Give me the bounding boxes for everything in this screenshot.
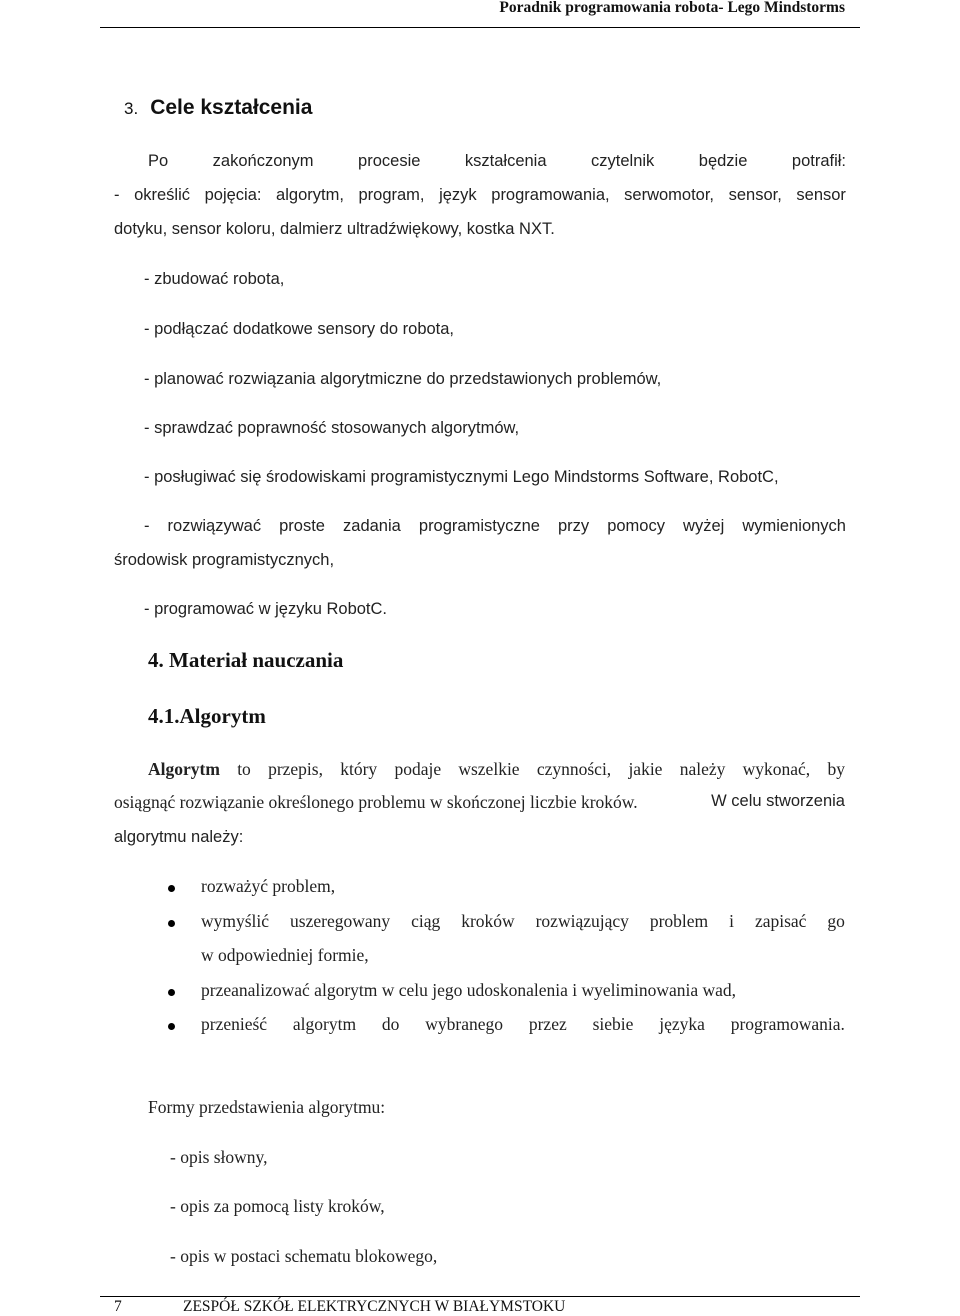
definition-line (148, 759, 845, 780)
section-title: Cele kształcenia (150, 96, 313, 119)
definition-text: osiągnąć rozwiązanie określonego problemu w skończonej liczbie kroków. (114, 792, 638, 812)
word: przepis, (268, 759, 323, 779)
section-heading (124, 96, 312, 120)
definition-line (114, 792, 845, 813)
word: należy (679, 759, 726, 779)
forms-item: - opis za pomocą listy kroków, (170, 1196, 385, 1216)
word: będzie (698, 152, 748, 170)
word: zapisać (754, 911, 807, 931)
word: rozwiązujący (535, 911, 629, 931)
word: czynności, (536, 759, 612, 779)
word: serwomotor, (624, 186, 715, 204)
word: jakie (628, 759, 663, 779)
goal-item: - podłączać dodatkowe sensory do robota, (144, 320, 455, 338)
word: algorytm, (276, 186, 344, 204)
bullet-item: przeanalizować algorytm w celu jego udoskonalenia i wyeliminowania wad, (201, 980, 737, 1000)
word: wymyślić (201, 911, 270, 931)
word: zakończonym (212, 152, 314, 170)
word: kształcenia (464, 152, 547, 170)
word: programowania. (730, 1014, 845, 1034)
word: przy (557, 517, 590, 535)
footer-rule (100, 1296, 860, 1297)
goal-item: - programować w języku RobotC. (144, 600, 388, 618)
word: określić (134, 186, 191, 204)
section-heading: 4. Materiał nauczania (148, 648, 344, 672)
definition-line: algorytmu należy: (114, 828, 244, 846)
word: problem (649, 911, 709, 931)
word: wyżej (683, 517, 725, 535)
word: siebie (592, 1014, 634, 1034)
word: - (114, 186, 120, 204)
word: programowania, (491, 186, 610, 204)
header-rule (100, 27, 860, 28)
word: zadania (343, 517, 401, 535)
page-number: 7 (114, 1298, 122, 1315)
bullet-icon (168, 1023, 175, 1030)
bullet-icon (168, 920, 175, 927)
definition-text: W celu stworzenia (711, 792, 845, 810)
bullet-item-cont: w odpowiedniej formie, (201, 945, 369, 965)
word: do (381, 1014, 400, 1034)
word: wykonać, (742, 759, 811, 779)
bullet-icon (168, 885, 175, 892)
word: algorytm (292, 1014, 357, 1034)
goal-item (144, 517, 846, 536)
definition-term: Algorytm (148, 759, 220, 779)
bullet-item: rozważyć problem, (201, 876, 336, 896)
goal-item: - planować rozwiązania algorytmiczne do przedstawionych problemów, (144, 370, 662, 388)
word: wybranego (425, 1014, 504, 1034)
word: potrafił: (791, 152, 846, 170)
bullet-item (201, 1014, 845, 1035)
intro-line (148, 152, 846, 171)
concepts-line-cont: dotyku, sensor koloru, dalmierz ultradźwiękowy, kostka NXT. (114, 220, 555, 238)
word: sensor, (728, 186, 782, 204)
bullet-item (201, 911, 845, 932)
word: języka (659, 1014, 705, 1034)
word: przez (528, 1014, 567, 1034)
forms-heading: Formy przedstawienia algorytmu: (148, 1097, 386, 1117)
goal-item: - zbudować robota, (144, 270, 285, 288)
word: rozwiązywać (167, 517, 262, 535)
word: by (827, 759, 845, 779)
footer-school: ZESPÓŁ SZKÓŁ ELEKTRYCZNYCH W BIAŁYMSTOKU (183, 1298, 566, 1315)
word: pomocy (607, 517, 665, 535)
concepts-line (114, 186, 846, 205)
goal-item: - sprawdzać poprawność stosowanych algorytmów, (144, 419, 520, 437)
running-header: Poradnik programowania robota- Lego Mindstorms (499, 0, 845, 16)
word: proste (279, 517, 325, 535)
word: sensor (796, 186, 846, 204)
word: który (340, 759, 378, 779)
word: uszeregowany (290, 911, 391, 931)
word: podaje (394, 759, 442, 779)
word: przenieść (201, 1014, 268, 1034)
word: język (439, 186, 477, 204)
word: kroków (461, 911, 515, 931)
goal-item-cont: środowisk programistycznych, (114, 551, 335, 569)
word: programistyczne (418, 517, 540, 535)
forms-item: - opis w postaci schematu blokowego, (170, 1246, 438, 1266)
word: wszelkie (458, 759, 520, 779)
section-number: 3. (124, 99, 139, 118)
word: procesie (358, 152, 421, 170)
bullet-icon (168, 989, 175, 996)
forms-item: - opis słowny, (170, 1147, 268, 1167)
word: go (827, 911, 845, 931)
word: - (144, 517, 150, 535)
goal-item: - posługiwać się środowiskami programistycznymi Lego Mindstorms Software, RobotC, (144, 468, 779, 486)
word: Po (148, 152, 169, 170)
word: pojęcia: (204, 186, 262, 204)
word: ciąg (411, 911, 441, 931)
subsection-heading: 4.1.Algorytm (148, 704, 266, 728)
word: to (237, 759, 251, 779)
word: czytelnik (591, 152, 655, 170)
word: i (729, 911, 734, 931)
word: program, (358, 186, 425, 204)
word: wymienionych (742, 517, 846, 535)
